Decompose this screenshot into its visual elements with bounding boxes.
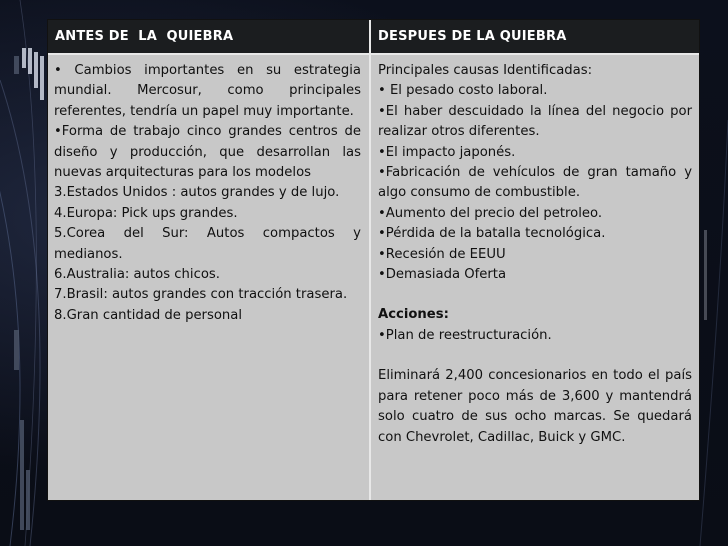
list-item: • Cambios importantes en su estrategia mundial. Mercosur, como principales referentes, tendría un papel muy importante. [54, 63, 361, 119]
causes-intro: Principales causas Identificadas: [378, 63, 593, 78]
header-before-bankruptcy: ANTES DE LA QUIEBRA [48, 20, 371, 53]
list-item: 5.Corea del Sur: Autos compactos y medianos. [54, 226, 361, 262]
decorative-bar [26, 470, 30, 530]
closing-paragraph: Eliminará 2,400 concesionarios en todo el país para retener poco más de 3,600 y mantendrá solo cuatro de sus ocho marcas. Se quedará con Chevrolet, Cadillac, Buick y GMC. [378, 368, 692, 445]
actions-title: Acciones: [378, 307, 449, 323]
decorative-bar [40, 56, 44, 100]
header-after-bankruptcy: DESPUES DE LA QUIEBRA [378, 29, 567, 44]
decorative-bar [14, 330, 19, 370]
decorative-bar [704, 230, 707, 320]
decorative-bar [28, 48, 32, 74]
decorative-bar [34, 52, 38, 88]
decorative-bar [20, 420, 24, 530]
table-header-row [48, 20, 699, 55]
comparison-table [47, 19, 700, 501]
list-item: •Pérdida de la batalla tecnológica. [378, 226, 606, 242]
list-item: • El pesado costo laboral. [378, 83, 548, 99]
spacer [378, 285, 692, 305]
list-item: •El haber descuidado la línea del negocio por realizar otros diferentes. [378, 103, 692, 140]
before-bankruptcy-cell [48, 55, 371, 500]
list-item: •El impacto japonés. [378, 144, 516, 160]
spacer [378, 346, 692, 366]
after-bankruptcy-cell [371, 55, 699, 500]
list-item: 7.Brasil: autos grandes con tracción trasera. [54, 287, 348, 303]
decorative-bar [14, 56, 19, 74]
list-item: 6.Australia: autos chicos. [54, 267, 220, 283]
list-item: •Fabricación de vehículos de gran tamaño y algo consumo de combustible. [378, 165, 692, 201]
list-item: 4.Europa: Pick ups grandes. [54, 205, 238, 221]
list-item: •Demasiada Oferta [378, 267, 507, 283]
list-item: •Aumento del precio del petroleo. [378, 205, 603, 221]
list-item: •Forma de trabajo cinco grandes centros de diseño y producción, que desarrollan las nuevas arquitecturas para los modelos [54, 124, 361, 181]
table-body-row [48, 55, 699, 500]
list-item: •Recesión de EEUU [378, 246, 506, 262]
list-item: 8.Gran cantidad de personal [54, 307, 243, 323]
list-item: 3.Estados Unidos : autos grandes y de lujo. [54, 185, 340, 201]
list-item: •Plan de reestructuración. [378, 327, 552, 343]
decorative-bar [22, 48, 26, 68]
